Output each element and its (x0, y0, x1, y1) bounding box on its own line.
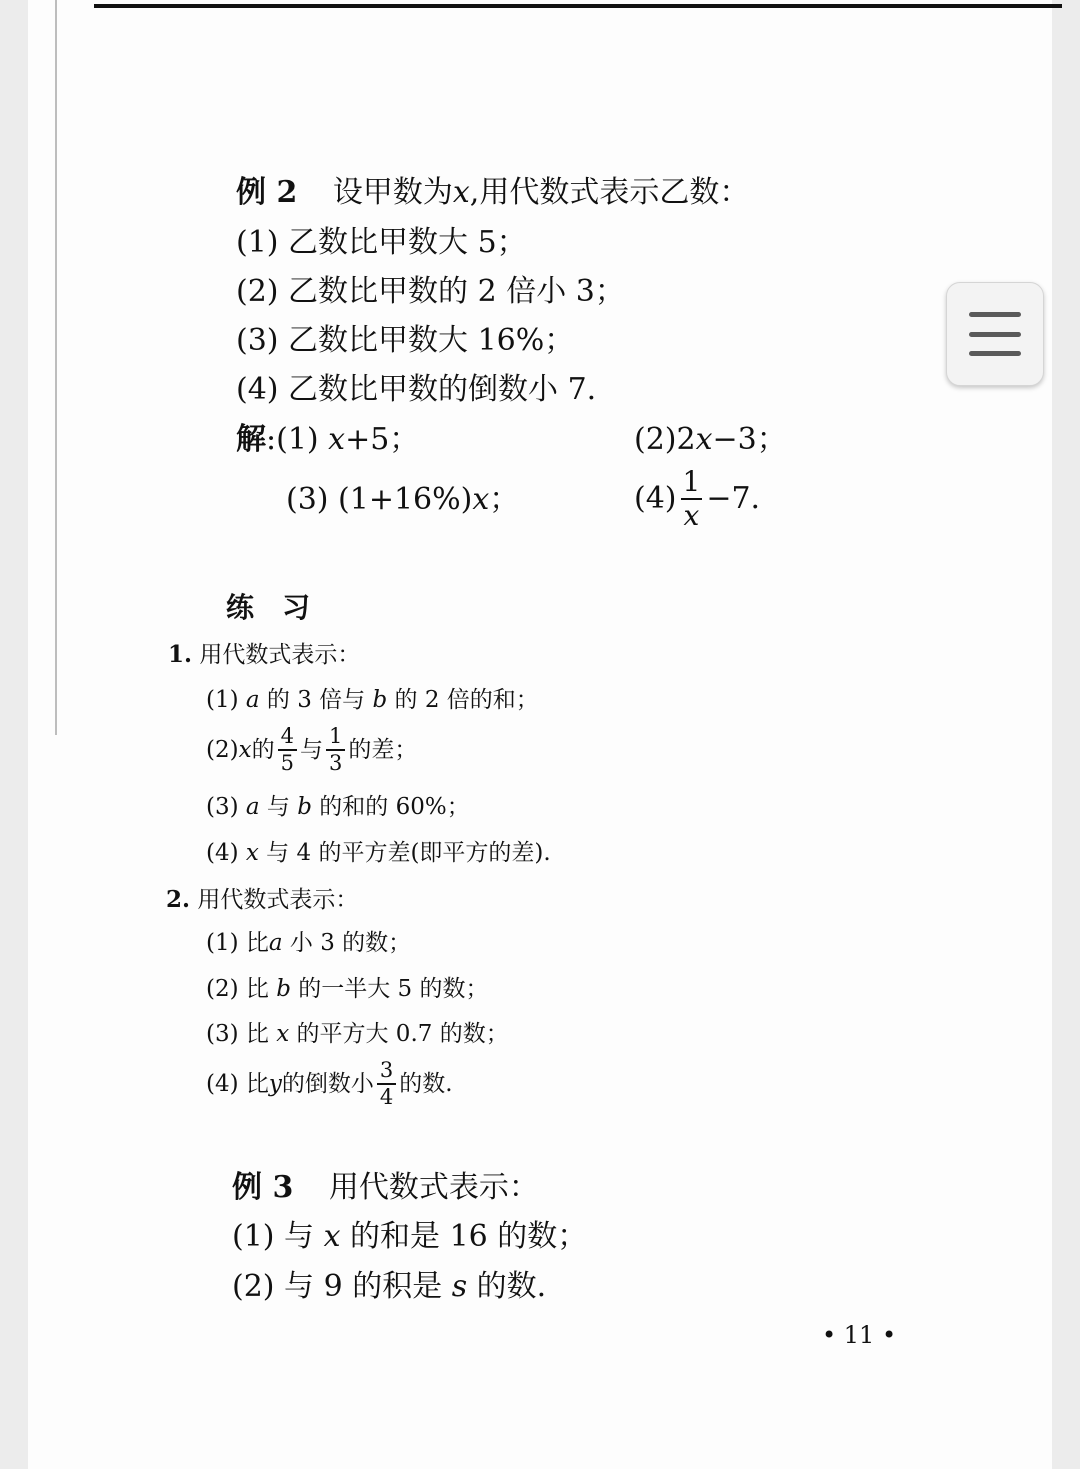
solution-2-pre: (2)2 (634, 422, 696, 457)
solution-4-pre: (4) (634, 481, 677, 516)
q2-number: 2. (166, 886, 191, 913)
solution-3-pre: (3) (1+16%) (286, 482, 473, 517)
q1-p2-mid1: 的 (251, 736, 275, 763)
q1-p4-var-x: x (245, 840, 259, 866)
q2-p1-post: 小 3 的数； (282, 930, 412, 956)
fraction-numerator: 3 (379, 1058, 394, 1082)
fraction-denominator: 5 (278, 749, 297, 774)
q2-p2-pre: (2) 比 (206, 976, 277, 1002)
solution-1-pre: (1) (276, 422, 329, 457)
solution-3 (286, 482, 520, 517)
q1-p2-var-x: x (238, 736, 252, 763)
q2-part-3 (206, 1023, 509, 1046)
solution-4 (634, 465, 761, 532)
example3-i2-var-s: s (451, 1269, 468, 1304)
q2-p4-post: 的数. (399, 1070, 453, 1097)
solution-4-fraction (680, 465, 704, 532)
example2-item-4: (4) 乙数比甲数的倒数小 7. (236, 372, 597, 407)
solution-line-1 (236, 422, 420, 457)
menu-icon-bar (969, 332, 1021, 337)
example3-label: 例 3 (232, 1170, 294, 1205)
solution-4-post: −7. (706, 481, 761, 516)
q1-p3-post: 的和的 60%； (311, 794, 470, 820)
menu-icon-bar (969, 312, 1021, 317)
q1-p2-fraction-1 (278, 726, 297, 774)
example3-i2-post: 的数. (467, 1269, 547, 1304)
page-binding-line (55, 0, 57, 735)
floating-menu-button[interactable] (946, 282, 1044, 386)
example2-prompt-var: x (452, 175, 470, 210)
q2-p4-fraction (377, 1060, 396, 1108)
example3-i1-var-x: x (323, 1219, 341, 1254)
solution-2-post: −3； (712, 422, 787, 457)
q1-p2-post: 的差； (348, 736, 418, 763)
solution-1-var: x (328, 422, 346, 457)
solution-2-var: x (695, 422, 713, 457)
fraction-denominator: 4 (377, 1083, 396, 1108)
practice-heading: 练 习 (226, 591, 311, 624)
fraction-denominator: 3 (326, 749, 345, 774)
q2-part-2 (206, 978, 489, 1001)
fraction-numerator: 4 (280, 724, 294, 748)
example2-item-3: (3) 乙数比甲数大 16%； (236, 323, 575, 358)
practice-q1 (168, 643, 360, 667)
q2-p2-post: 的一半大 5 的数； (290, 976, 489, 1002)
fraction-numerator: 1 (682, 465, 701, 498)
solution-3-var: x (472, 482, 490, 517)
q2-p4-pre: (4) 比 (206, 1070, 269, 1097)
q1-part-1 (206, 689, 539, 712)
example2-heading (236, 175, 750, 210)
hamburger-menu-icon (969, 312, 1021, 356)
q1-p1-pre: (1) (206, 687, 246, 713)
q2-p3-var-x: x (276, 1021, 290, 1047)
q1-p2-mid2: 与 (299, 736, 323, 763)
example3-i2-pre: (2) 与 9 的积是 (232, 1269, 452, 1304)
q2-part-1 (206, 932, 411, 955)
solution-3-post: ； (489, 482, 520, 517)
example2-item-1: (1) 乙数比甲数大 5； (236, 225, 527, 260)
q1-p2-fraction-2 (326, 726, 345, 774)
q2-p4-mid: 的倒数小 (281, 1070, 374, 1097)
page-number: • 11 • (822, 1321, 897, 1349)
q1-p1-mid: 的 3 倍与 (259, 687, 373, 713)
q2-p1-var-a: a (268, 930, 283, 956)
q2-p2-var-b: b (276, 976, 291, 1002)
q1-part-2 (206, 726, 417, 774)
q1-p1-post: 的 2 倍的和； (387, 687, 539, 713)
example2-item-2: (2) 乙数比甲数的 2 倍小 3； (236, 274, 625, 309)
q2-text: 用代数式表示： (197, 887, 359, 913)
solution-label: 解 (236, 422, 266, 457)
q1-part-4 (206, 842, 551, 865)
practice-q2 (166, 888, 358, 912)
solution-1-post: +5； (345, 422, 420, 457)
example2-label: 例 2 (236, 175, 298, 210)
solution-colon: : (266, 422, 277, 457)
q1-p4-post: 与 4 的平方差(即平方的差). (258, 840, 551, 866)
q2-part-4 (206, 1060, 453, 1108)
top-rule (94, 4, 1062, 8)
example3-i1-post: 的和是 16 的数； (340, 1219, 588, 1254)
menu-icon-bar (969, 351, 1021, 356)
q1-text: 用代数式表示： (199, 642, 361, 668)
q1-p3-mid: 与 (259, 794, 298, 820)
q1-p3-var-a: a (245, 794, 260, 820)
q1-part-3 (206, 796, 470, 819)
q1-p3-var-b: b (297, 794, 312, 820)
example3-heading (232, 1170, 539, 1205)
example2-prompt-pre: 设甲数为 (332, 175, 453, 210)
q1-p1-var-b: b (372, 687, 388, 713)
example3-prompt: 用代数式表示： (328, 1170, 539, 1205)
q1-p1-var-a: a (245, 687, 260, 713)
example3-item-1 (232, 1219, 588, 1254)
q1-p4-pre: (4) (206, 840, 246, 866)
q1-number: 1. (168, 641, 193, 668)
q2-p4-var-y: y (268, 1070, 282, 1097)
fraction-denominator: x (681, 498, 703, 530)
q2-p1-pre: (1) 比 (206, 930, 269, 956)
q2-p3-pre: (3) 比 (206, 1021, 277, 1047)
solution-2 (634, 422, 787, 457)
q1-p2-pre: (2) (206, 736, 239, 763)
q1-p3-pre: (3) (206, 794, 246, 820)
q2-p3-post: 的平方大 0.7 的数； (289, 1021, 509, 1047)
fraction-numerator: 1 (328, 724, 343, 748)
example3-i1-pre: (1) 与 (232, 1219, 324, 1254)
example3-item-2 (232, 1269, 547, 1304)
example2-prompt-post: ,用代数式表示乙数： (469, 175, 750, 210)
